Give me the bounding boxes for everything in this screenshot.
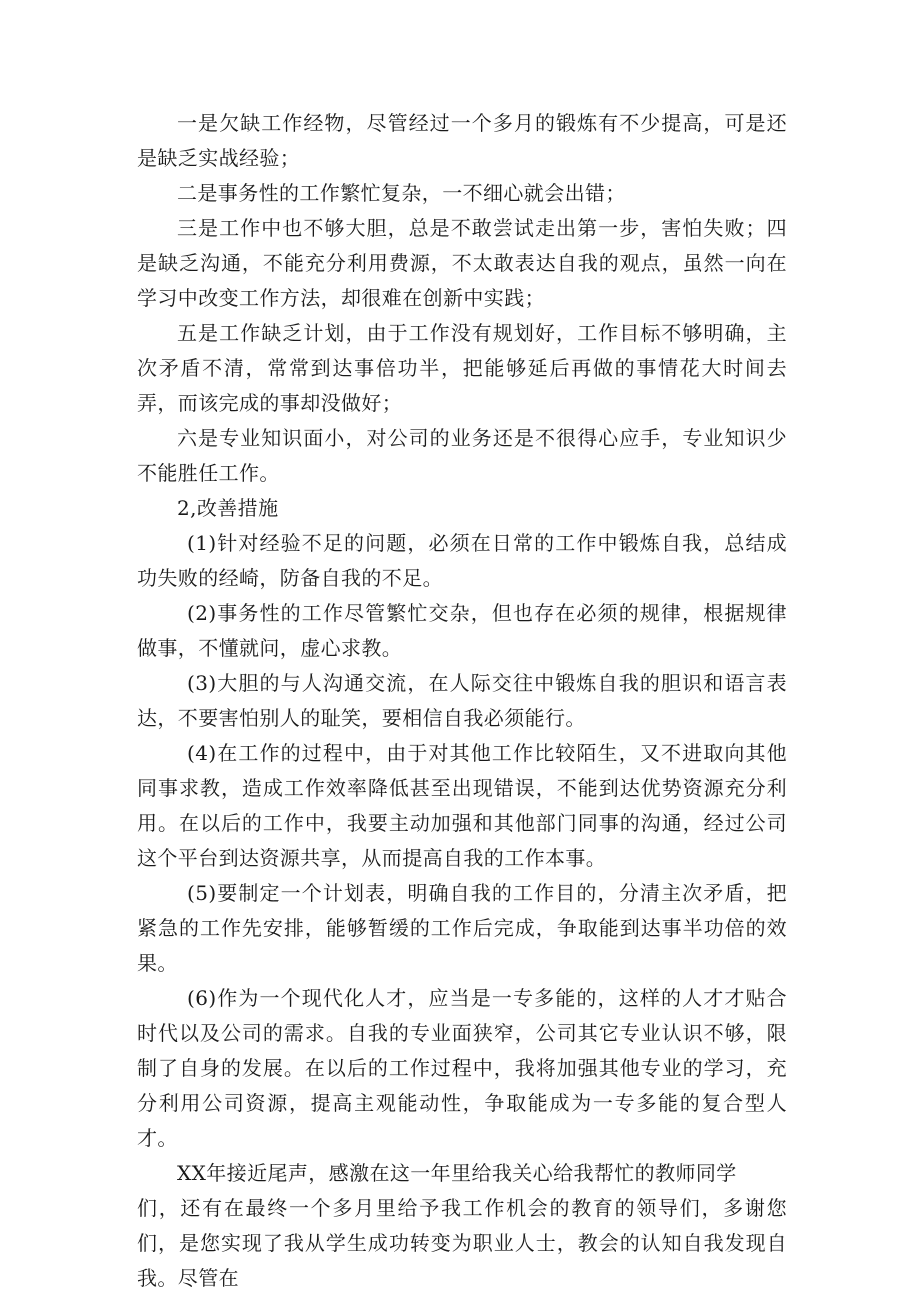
measure-2: (2)事务性的工作尽管繁忙交杂，但也存在必须的规律，根据规律做事，不懂就问，虚心求教。 [137, 601, 787, 660]
measure-4: (4)在工作的过程中，由于对其他工作比较陌生，又不进取向其他同事求教，造成工作效率降低甚至出现错误，不能到达优势资源充分利用。在以后的工作中，我要主动加强和其他部门同事的沟通，经过公司这个平台到达资源共享，从而提高自我的工作本事。 [137, 741, 787, 870]
paragraph-2: 二是事务性的工作繁忙复杂，一不细心就会出错； [177, 181, 626, 205]
paragraph-3: 三是工作中也不够大胆，总是不敢尝试走出第一步，害怕失败；四是缺乏沟通，不能充分利用费源，不太敢表达自我的观点，虽然一向在学习中改变工作方法，却很难在创新中实践； [137, 216, 787, 310]
paragraph-1: 一是欠缺工作经物，尽管经过一个多月的锻炼有不少提高，可是还是缺乏实战经验； [137, 111, 787, 170]
measure-3: (3)大胆的与人沟通交流，在人际交往中锻炼自我的胆识和语言表达，不要害怕别人的耻笑，要相信自我必须能行。 [137, 671, 787, 730]
closing-line-1: XX年接近尾声，感激在这一年里给我关心给我帮忙的教师同学 [177, 1161, 737, 1185]
measure-1: (1)针对经验不足的问题，必须在日常的工作中锻炼自我，总结成功失败的经崎，防备自我的不足。 [137, 531, 787, 590]
paragraph-4: 五是工作缺乏计划，由于工作没有规划好，工作目标不够明确，主次矛盾不清，常常到达事倍功半，把能够延后再做的事情花大时间去弄，而该完成的事却没做好； [137, 321, 787, 415]
measure-6: (6)作为一个现代化人才，应当是一专多能的，这样的人才才贴合时代以及公司的需求。自我的专业面狭窄，公司其它专业认识不够，限制了自身的发展。在以后的工作过程中，我将加强其他专业的学习，充分利用公司资源，提高主观能动性，争取能成为一专多能的复合型人才。 [137, 986, 787, 1150]
document-page [137, 106, 787, 1296]
paragraph-5: 六是专业知识面小，对公司的业务还是不很得心应手，专业知识少不能胜任工作。 [137, 426, 787, 485]
closing-paragraph: 们，还有在最终一个多月里给予我工作机会的教育的领导们，多谢您们，是您实现了我从学生成功转变为职业人士，教会的认知自我发现自我。尽管在 [137, 1196, 787, 1290]
measure-5: (5)要制定一个计划表，明确自我的工作目的，分清主次矛盾，把紧急的工作先安排，能够暂缓的工作后完成，争取能到达事半功倍的效果。 [137, 881, 787, 975]
section-heading: 2,改善措施 [177, 496, 279, 520]
